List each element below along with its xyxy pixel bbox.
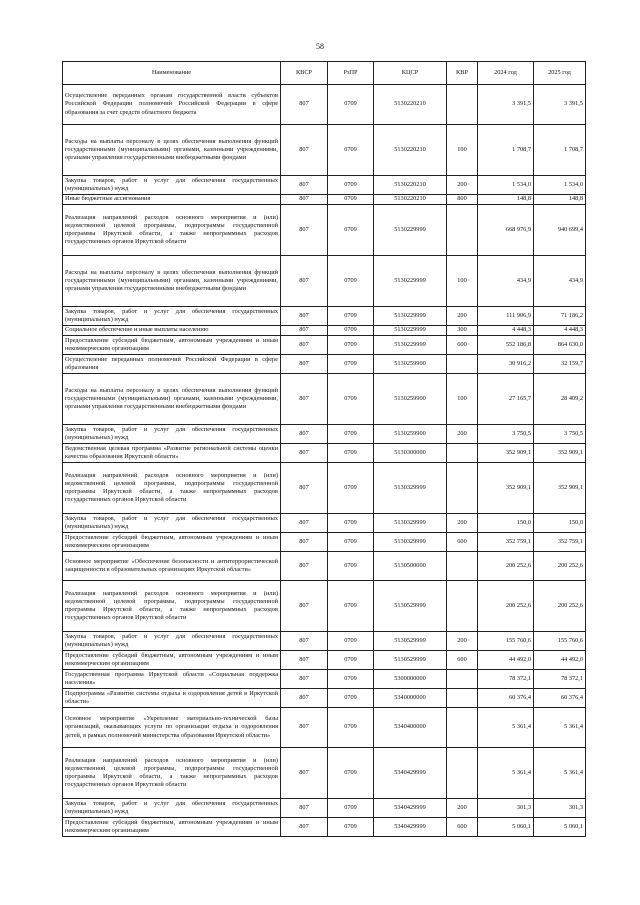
cell-rpr: 0709 (328, 195, 374, 205)
cell-kvsr: 807 (281, 355, 328, 374)
cell-2025: 434,9 (534, 256, 586, 307)
table-row (63, 195, 586, 205)
cell-kvr: 200 (447, 514, 478, 533)
cell-kvr (447, 85, 478, 125)
cell-kvr: 600 (447, 818, 478, 837)
table-row (63, 355, 586, 374)
cell-2025: 32 159,7 (534, 355, 586, 374)
cell-kvr: 200 (447, 176, 478, 195)
cell-kvsr: 807 (281, 651, 328, 670)
cell-2025: 5 361,4 (534, 708, 586, 748)
cell-2024: 1 708,7 (478, 125, 534, 176)
cell-2025: 44 492,0 (534, 651, 586, 670)
cell-name: Государственная программа Иркутской области «Социальная поддержка населения» (63, 670, 281, 689)
table-row (63, 533, 586, 552)
cell-2025: 352 759,1 (534, 533, 586, 552)
cell-kcsr: 5130329999 (374, 514, 447, 533)
cell-kvsr: 807 (281, 205, 328, 256)
cell-name: Закупка товаров, работ и услуг для обеспечения государственных (муниципальных) нужд (63, 307, 281, 326)
table-row (63, 425, 586, 444)
cell-kvr: 800 (447, 195, 478, 205)
cell-kvsr: 807 (281, 374, 328, 425)
cell-2024: 200 252,6 (478, 552, 534, 581)
cell-kcsr: 5340429999 (374, 748, 447, 799)
table-row (63, 374, 586, 425)
cell-rpr: 0709 (328, 205, 374, 256)
cell-name: Закупка товаров, работ и услуг для обеспечения государственных (муниципальных) нужд (63, 632, 281, 651)
cell-kcsr: 5130259900 (374, 374, 447, 425)
cell-rpr: 0709 (328, 533, 374, 552)
cell-name: Закупка товаров, работ и услуг для обеспечения государственных (муниципальных) нужд (63, 799, 281, 818)
cell-2024: 352 909,1 (478, 444, 534, 463)
cell-kvsr: 807 (281, 336, 328, 355)
cell-2025: 148,8 (534, 195, 586, 205)
table-row (63, 651, 586, 670)
cell-name: Реализация направлений расходов основного мероприятия и (или) ведомственной целевой программы, подпрограммы государственной программы Иркутской области, а также непрограммных расходов государственных органов Иркутской области (63, 205, 281, 256)
header-kcsr: КЦСР (374, 62, 447, 85)
cell-kvsr: 807 (281, 444, 328, 463)
cell-kvr (447, 552, 478, 581)
cell-kvr: 200 (447, 799, 478, 818)
cell-kvsr: 807 (281, 552, 328, 581)
cell-name: Социальное обеспечение и иные выплаты населению (63, 326, 281, 336)
cell-kcsr: 5130259900 (374, 425, 447, 444)
cell-name: Реализация направлений расходов основного мероприятия и (или) ведомственной целевой программы, подпрограммы государственной программы Иркутской области, а также непрограммных расходов государственных органов Иркутской области (63, 748, 281, 799)
cell-kvsr: 807 (281, 463, 328, 514)
cell-2024: 1 534,0 (478, 176, 534, 195)
cell-name: Закупка товаров, работ и услуг для обеспечения государственных (муниципальных) нужд (63, 176, 281, 195)
cell-kvsr: 807 (281, 533, 328, 552)
cell-rpr: 0709 (328, 651, 374, 670)
cell-rpr: 0709 (328, 85, 374, 125)
cell-kvr: 200 (447, 307, 478, 326)
table-row (63, 205, 586, 256)
cell-kvr (447, 670, 478, 689)
cell-kvsr: 807 (281, 425, 328, 444)
table-row (63, 818, 586, 837)
cell-2024: 30 916,2 (478, 355, 534, 374)
table-row (63, 176, 586, 195)
cell-name: Иные бюджетные ассигнования (63, 195, 281, 205)
header-rpr: РзПР (328, 62, 374, 85)
cell-2024: 148,8 (478, 195, 534, 205)
cell-kcsr: 5130259900 (374, 355, 447, 374)
cell-2024: 5 361,4 (478, 708, 534, 748)
cell-kvr: 300 (447, 326, 478, 336)
table-row (63, 256, 586, 307)
table-row (63, 799, 586, 818)
cell-kvr: 200 (447, 632, 478, 651)
cell-2024: 155 760,6 (478, 632, 534, 651)
cell-2025: 352 909,1 (534, 444, 586, 463)
table-row (63, 444, 586, 463)
cell-rpr: 0709 (328, 256, 374, 307)
cell-kcsr: 5130220210 (374, 125, 447, 176)
cell-kcsr: 5130529999 (374, 632, 447, 651)
cell-kvr (447, 689, 478, 708)
cell-2024: 4 448,3 (478, 326, 534, 336)
cell-2024: 27 165,7 (478, 374, 534, 425)
cell-rpr: 0709 (328, 326, 374, 336)
cell-kcsr: 5130229999 (374, 307, 447, 326)
cell-kvr (447, 581, 478, 632)
header-2024: 2024 год (478, 62, 534, 85)
cell-2024: 352 909,1 (478, 463, 534, 514)
cell-kvsr: 807 (281, 514, 328, 533)
cell-2024: 301,3 (478, 799, 534, 818)
budget-table (62, 61, 586, 837)
cell-kvsr: 807 (281, 326, 328, 336)
cell-kvr: 100 (447, 125, 478, 176)
cell-2024: 78 372,1 (478, 670, 534, 689)
cell-name: Предоставление субсидий бюджетным, автономным учреждениям и иным некоммерческим организациям (63, 533, 281, 552)
cell-rpr: 0709 (328, 374, 374, 425)
table-row (63, 85, 586, 125)
cell-name: Закупка товаров, работ и услуг для обеспечения государственных (муниципальных) нужд (63, 514, 281, 533)
cell-rpr: 0709 (328, 444, 374, 463)
cell-kvr (447, 463, 478, 514)
cell-name: Предоставление субсидий бюджетным, автономным учреждениям и иным некоммерческим организациям (63, 651, 281, 670)
cell-2025: 864 630,0 (534, 336, 586, 355)
cell-rpr: 0709 (328, 425, 374, 444)
cell-2024: 150,0 (478, 514, 534, 533)
cell-kcsr: 5130329999 (374, 533, 447, 552)
cell-2025: 78 372,1 (534, 670, 586, 689)
cell-2024: 3 391,5 (478, 85, 534, 125)
cell-kvsr: 807 (281, 307, 328, 326)
cell-2025: 3 391,5 (534, 85, 586, 125)
cell-rpr: 0709 (328, 818, 374, 837)
cell-2025: 352 909,1 (534, 463, 586, 514)
cell-kvsr: 807 (281, 670, 328, 689)
cell-kcsr: 5130229999 (374, 326, 447, 336)
cell-kvr: 100 (447, 374, 478, 425)
cell-rpr: 0709 (328, 125, 374, 176)
cell-kcsr: 5130229999 (374, 336, 447, 355)
cell-rpr: 0709 (328, 581, 374, 632)
table-row (63, 326, 586, 336)
cell-rpr: 0709 (328, 552, 374, 581)
cell-kvsr: 807 (281, 689, 328, 708)
cell-2025: 200 252,6 (534, 552, 586, 581)
cell-2024: 60 376,4 (478, 689, 534, 708)
cell-2024: 3 750,5 (478, 425, 534, 444)
cell-rpr: 0709 (328, 670, 374, 689)
cell-kcsr: 5130529999 (374, 581, 447, 632)
cell-name: Реализация направлений расходов основного мероприятия и (или) ведомственной целевой программы, подпрограммы государственной программы Иркутской области, а также непрограммных расходов государственных органов Иркутской области (63, 581, 281, 632)
cell-2025: 1 534,0 (534, 176, 586, 195)
table-body (63, 85, 586, 837)
table-row (63, 708, 586, 748)
table-row (63, 307, 586, 326)
cell-kvsr: 807 (281, 85, 328, 125)
cell-2024: 200 252,6 (478, 581, 534, 632)
cell-2024: 111 906,9 (478, 307, 534, 326)
cell-2025: 5 060,1 (534, 818, 586, 837)
cell-kvsr: 807 (281, 256, 328, 307)
cell-kvr: 100 (447, 256, 478, 307)
table-row (63, 125, 586, 176)
cell-kvsr: 807 (281, 195, 328, 205)
cell-kvsr: 807 (281, 176, 328, 195)
cell-kvr (447, 205, 478, 256)
cell-kcsr: 5130329999 (374, 463, 447, 514)
page-number: 58 (316, 42, 324, 51)
cell-kcsr: 5300000000 (374, 670, 447, 689)
cell-kcsr: 5340400000 (374, 708, 447, 748)
cell-2024: 352 759,1 (478, 533, 534, 552)
cell-kvr: 600 (447, 533, 478, 552)
cell-2025: 150,0 (534, 514, 586, 533)
cell-kcsr: 5340000000 (374, 689, 447, 708)
cell-2025: 4 448,3 (534, 326, 586, 336)
cell-rpr: 0709 (328, 307, 374, 326)
cell-2025: 155 760,6 (534, 632, 586, 651)
cell-name: Закупка товаров, работ и услуг для обеспечения государственных (муниципальных) нужд (63, 425, 281, 444)
table-row (63, 670, 586, 689)
cell-rpr: 0709 (328, 689, 374, 708)
cell-name: Расходы на выплаты персоналу в целях обеспечения выполнения функций государственными (муниципальными) органами, казенными учреждениями, органами управления государственными внебюджетными фондами (63, 256, 281, 307)
cell-2024: 668 976,9 (478, 205, 534, 256)
cell-rpr: 0709 (328, 632, 374, 651)
cell-kcsr: 5340429999 (374, 818, 447, 837)
cell-name: Ведомственная целевая программа «Развитие региональной системы оценки качества образования Иркутской области» (63, 444, 281, 463)
cell-kcsr: 5130220210 (374, 195, 447, 205)
cell-2024: 44 492,0 (478, 651, 534, 670)
cell-rpr: 0709 (328, 708, 374, 748)
cell-kcsr: 5130300000 (374, 444, 447, 463)
header-kvr: КВР (447, 62, 478, 85)
cell-kcsr: 5130229999 (374, 256, 447, 307)
cell-name: Предоставление субсидий бюджетным, автономным учреждениям и иным некоммерческим организациям (63, 818, 281, 837)
table-row (63, 689, 586, 708)
cell-2024: 5 060,1 (478, 818, 534, 837)
cell-rpr: 0709 (328, 176, 374, 195)
table-row (63, 336, 586, 355)
cell-kcsr: 5340429999 (374, 799, 447, 818)
cell-2025: 28 409,2 (534, 374, 586, 425)
cell-kvr: 200 (447, 425, 478, 444)
header-kvsr: КВСР (281, 62, 328, 85)
cell-kcsr: 5130229999 (374, 205, 447, 256)
header-2025: 2025 год (534, 62, 586, 85)
cell-kcsr: 5130529999 (374, 651, 447, 670)
cell-2025: 3 750,5 (534, 425, 586, 444)
cell-kvsr: 807 (281, 708, 328, 748)
cell-2024: 552 186,8 (478, 336, 534, 355)
cell-rpr: 0709 (328, 355, 374, 374)
table-header-row (63, 62, 586, 85)
cell-kcsr: 5130220210 (374, 85, 447, 125)
cell-name: Расходы на выплаты персоналу в целях обеспечения выполнения функций государственными (муниципальными) органами, казенными учреждениями, органами управления государственными внебюджетными фондами (63, 374, 281, 425)
cell-kvsr: 807 (281, 799, 328, 818)
cell-2025: 60 376,4 (534, 689, 586, 708)
cell-2025: 301,3 (534, 799, 586, 818)
header-name: Наименование (63, 62, 281, 85)
cell-rpr: 0709 (328, 514, 374, 533)
cell-name: Предоставление субсидий бюджетным, автономным учреждениям и иным некоммерческим организациям (63, 336, 281, 355)
cell-kvsr: 807 (281, 818, 328, 837)
cell-kvsr: 807 (281, 748, 328, 799)
cell-rpr: 0709 (328, 748, 374, 799)
cell-kvsr: 807 (281, 632, 328, 651)
cell-2025: 1 708,7 (534, 125, 586, 176)
table-row (63, 514, 586, 533)
cell-rpr: 0709 (328, 336, 374, 355)
cell-rpr: 0709 (328, 799, 374, 818)
table-row (63, 463, 586, 514)
cell-name: Расходы на выплаты персоналу в целях обеспечения выполнения функций государственными (муниципальными) органами, казенными учреждениями, органами управления государственными внебюджетными фондами (63, 125, 281, 176)
cell-name: Основное мероприятие «Обеспечение безопасности и антитеррористической защищенности в образовательных организациях Иркутской области» (63, 552, 281, 581)
cell-2025: 5 361,4 (534, 748, 586, 799)
cell-kcsr: 5130500000 (374, 552, 447, 581)
cell-kvsr: 807 (281, 581, 328, 632)
cell-2025: 71 186,2 (534, 307, 586, 326)
cell-name: Осуществление переданных органам государственной власти субъектов Российской Федерации полномочий Российской Федерации в сфере образования за счет средств областного бюджета (63, 85, 281, 125)
cell-name: Осуществление переданных полномочий Российской Федерации в сфере образования (63, 355, 281, 374)
table-row (63, 748, 586, 799)
cell-name: Реализация направлений расходов основного мероприятия и (или) ведомственной целевой программы, подпрограммы государственной программы Иркутской области, а также непрограммных расходов государственных органов Иркутской области (63, 463, 281, 514)
cell-kvr (447, 355, 478, 374)
cell-2024: 5 361,4 (478, 748, 534, 799)
cell-kvr (447, 708, 478, 748)
cell-kvsr: 807 (281, 125, 328, 176)
cell-kvr: 600 (447, 651, 478, 670)
cell-kvr (447, 444, 478, 463)
cell-name: Основное мероприятие «Укрепление материально-технической базы организаций, оказывающих услуги по организации отдыха и оздоровления детей, в рамках полномочий министерства образования Иркутской области» (63, 708, 281, 748)
table-row (63, 632, 586, 651)
cell-rpr: 0709 (328, 463, 374, 514)
table-row (63, 581, 586, 632)
cell-kvr (447, 748, 478, 799)
table-row (63, 552, 586, 581)
cell-2024: 434,9 (478, 256, 534, 307)
cell-2025: 940 699,4 (534, 205, 586, 256)
cell-2025: 200 252,6 (534, 581, 586, 632)
cell-kcsr: 5130220210 (374, 176, 447, 195)
cell-name: Подпрограмма «Развитие системы отдыха и оздоровления детей в Иркутской области» (63, 689, 281, 708)
cell-kvr: 600 (447, 336, 478, 355)
